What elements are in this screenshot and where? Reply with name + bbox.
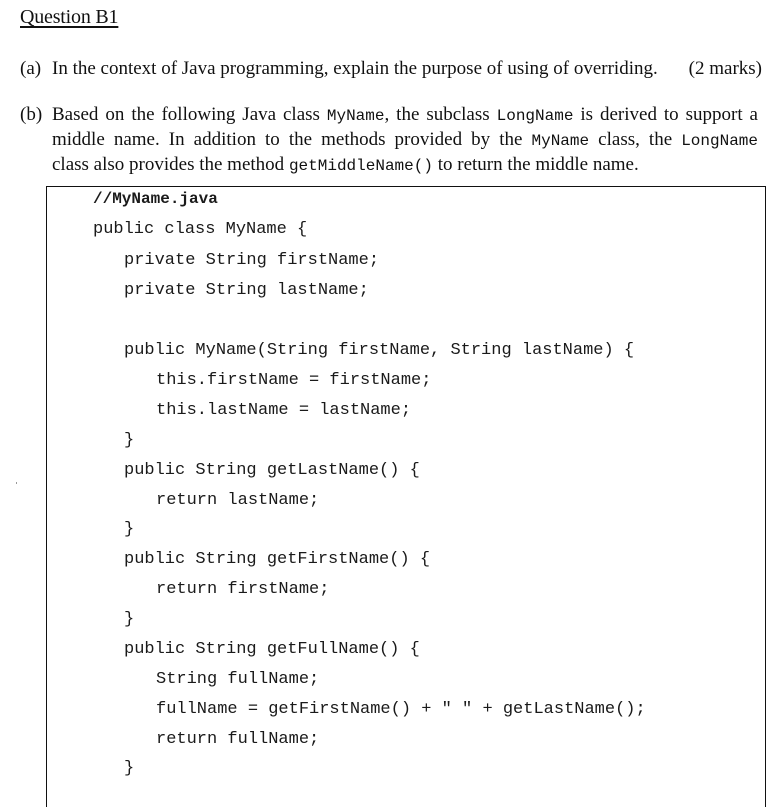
- code-line: }: [124, 759, 135, 778]
- code-line: public String getLastName() {: [124, 461, 420, 480]
- text-segment: Based on the following Java class: [52, 104, 327, 125]
- text-segment: middle name. In addition to the methods provided by the: [52, 129, 532, 150]
- part-b-text: [52, 103, 762, 178]
- part-b-line-3: [52, 153, 758, 178]
- code-line: //MyName.java: [93, 190, 218, 208]
- code-line: public String getFullName() {: [124, 640, 420, 659]
- part-b-line-2: [52, 128, 758, 153]
- code-line: public class MyName {: [93, 220, 308, 239]
- inline-code: LongName: [496, 107, 574, 125]
- code-line: fullName = getFirstName() + " " + getLastName();: [156, 700, 646, 719]
- inline-code: LongName: [681, 132, 758, 150]
- part-b-line-1: [52, 103, 758, 128]
- code-line: String fullName;: [156, 670, 320, 689]
- part-a: [20, 57, 762, 83]
- part-b: [20, 103, 762, 175]
- code-line: this.lastName = lastName;: [156, 401, 412, 420]
- code-line: private String firstName;: [124, 251, 380, 270]
- inline-code: MyName: [326, 107, 385, 125]
- code-line: public MyName(String firstName, String lastName) {: [124, 341, 635, 360]
- text-segment: class also provides the method: [52, 154, 289, 175]
- code-line: }: [124, 610, 135, 629]
- part-a-label: (a): [20, 58, 42, 79]
- inline-code: getMiddleName(): [288, 157, 433, 175]
- code-line: }: [124, 520, 135, 539]
- question-title: Question B1: [20, 6, 119, 28]
- code-line: private String lastName;: [124, 281, 369, 300]
- code-line: }: [124, 431, 135, 450]
- code-line: public String getFirstName() {: [124, 550, 431, 569]
- part-b-label: (b): [20, 104, 43, 125]
- part-a-text: In the context of Java programming, explain the purpose of using of overriding.: [52, 58, 658, 79]
- code-line: return fullName;: [156, 730, 320, 749]
- scan-mark: [16, 482, 17, 484]
- code-line: return lastName;: [156, 491, 320, 510]
- text-segment: to return the middle name.: [432, 154, 639, 175]
- text-segment: is derived to support a: [573, 104, 758, 125]
- part-a-marks: (2 marks): [688, 58, 762, 79]
- text-segment: , the subclass: [384, 104, 497, 125]
- inline-code: MyName: [531, 132, 590, 150]
- text-segment: class, the: [589, 129, 682, 150]
- code-line: return firstName;: [156, 580, 330, 599]
- code-listing-box: [46, 186, 766, 807]
- code-line: this.firstName = firstName;: [156, 371, 432, 390]
